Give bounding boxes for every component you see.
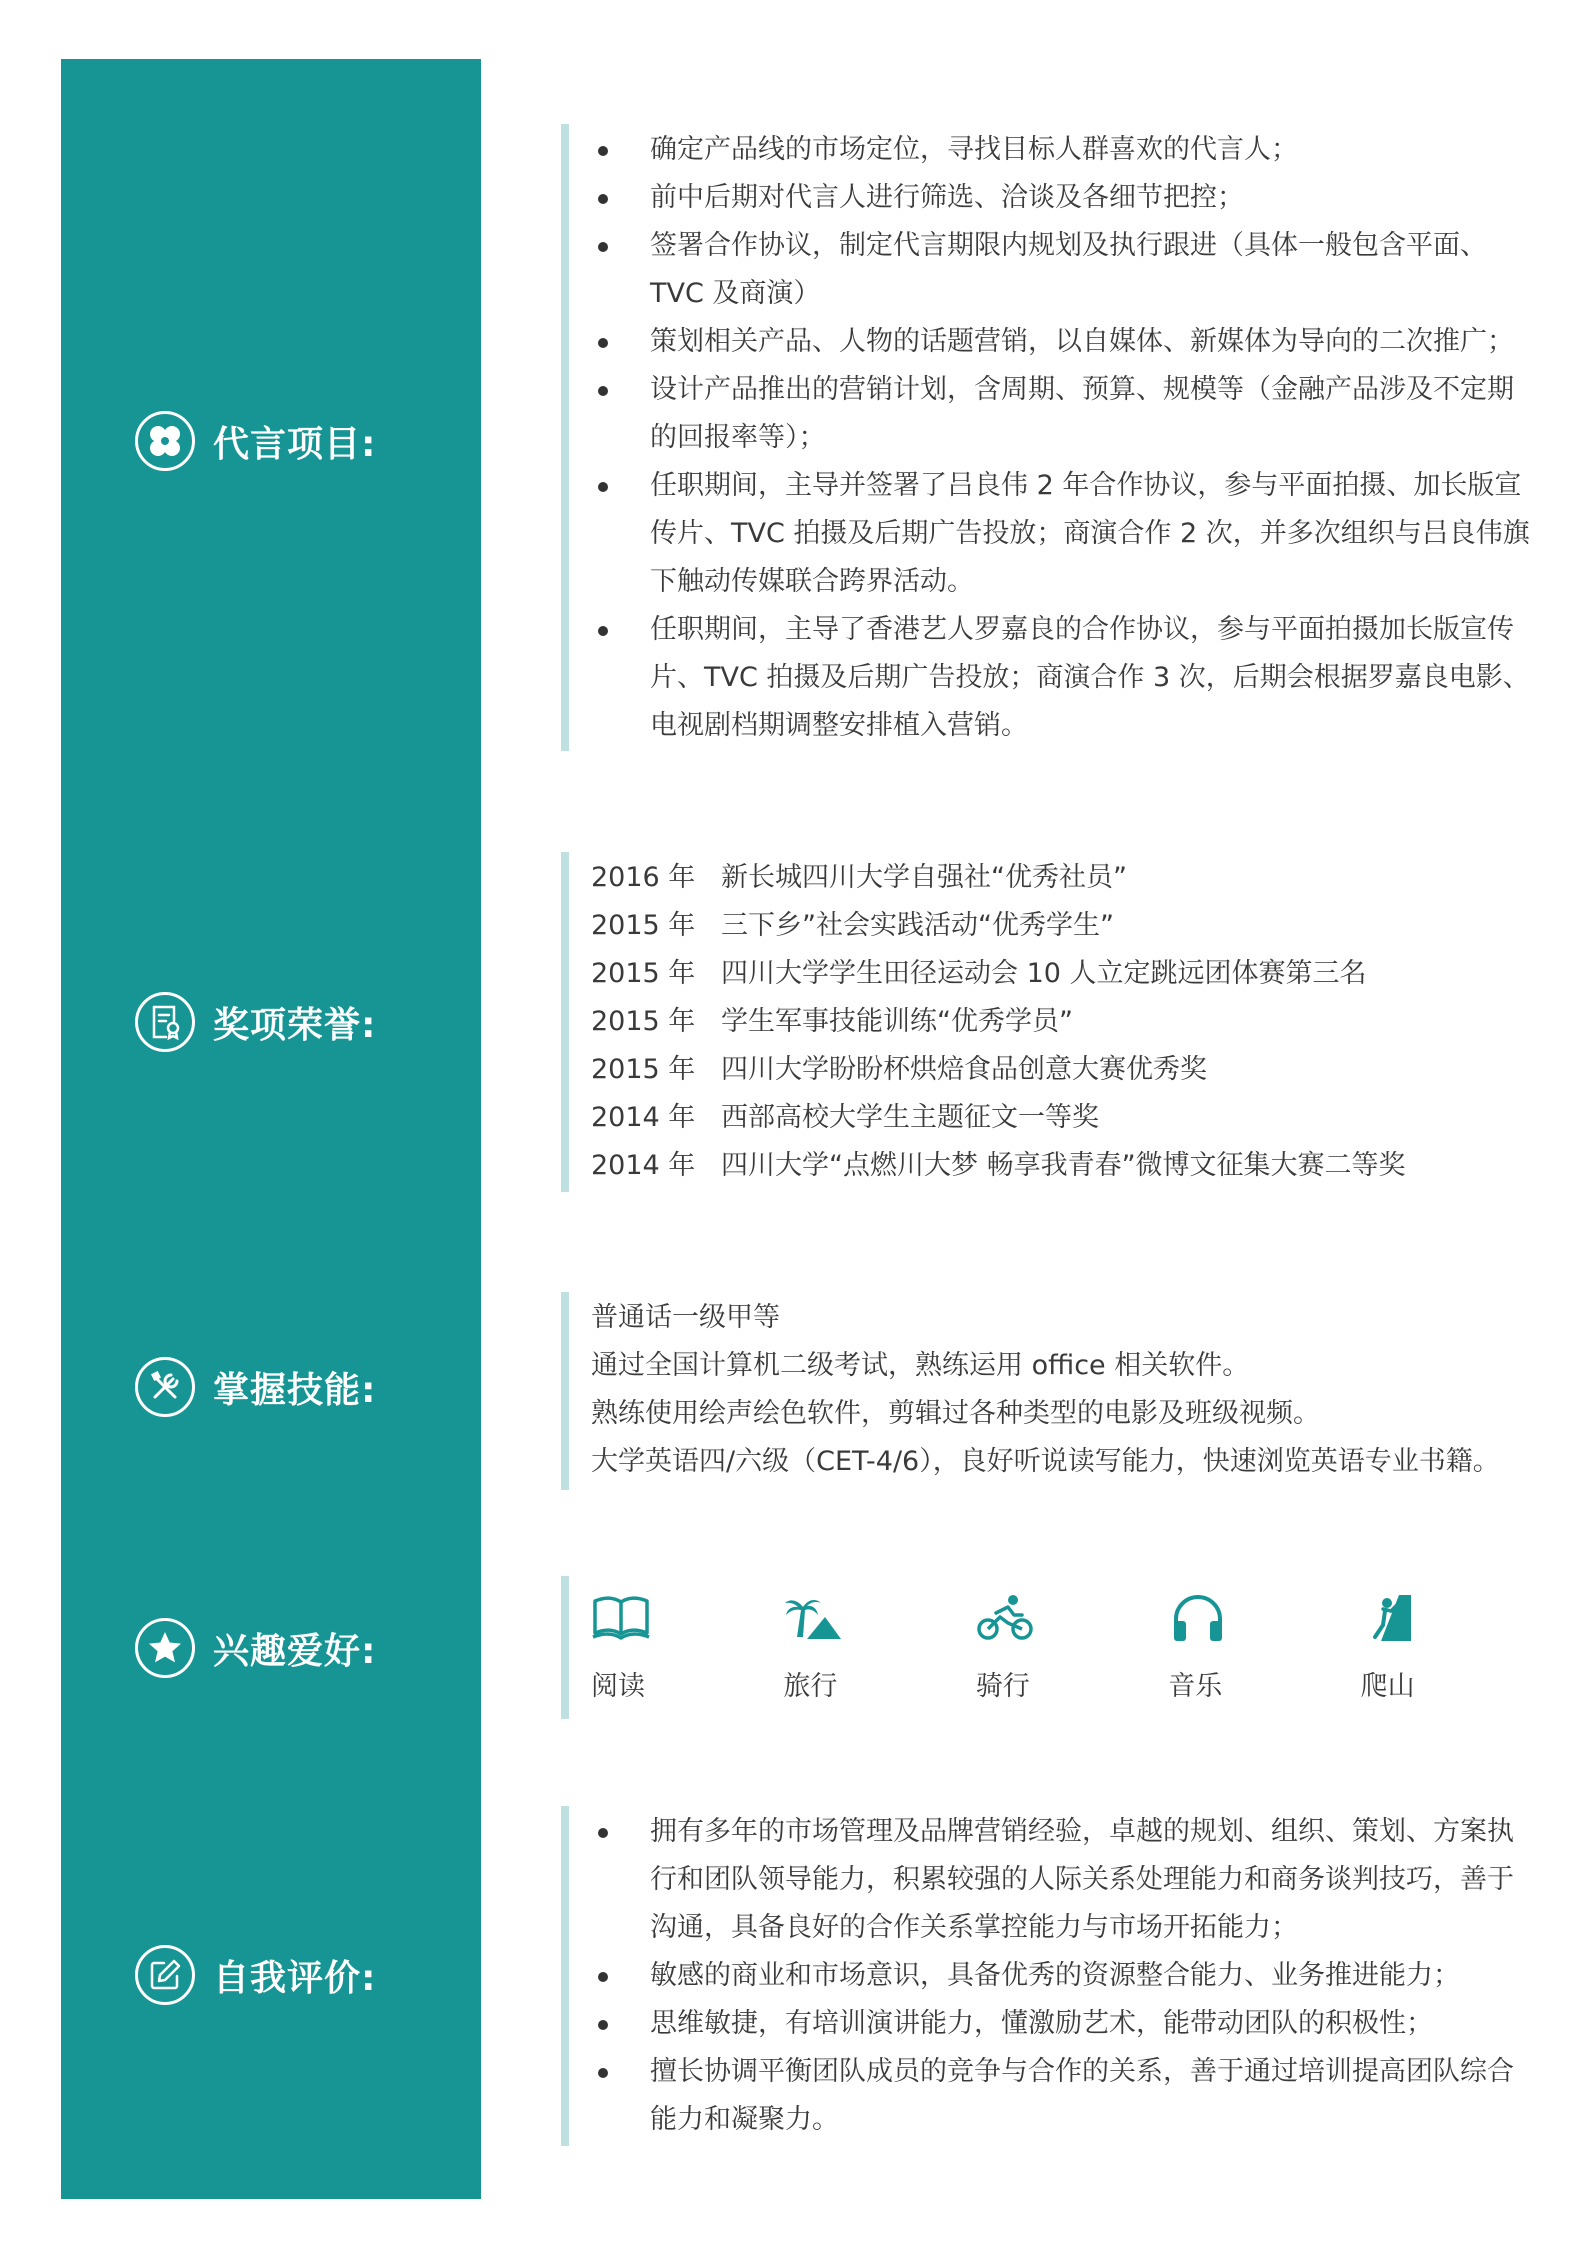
list-item: 任职期间，主导了香港艺人罗嘉良的合作协议，参与平面拍摄加长版宣传片、TVC 拍摄及后期广告投放；商演合作 3 次，后期会根据罗嘉良电影、电视剧档期调整安排植入营销。	[569, 606, 1531, 750]
hobby-item	[569, 1576, 761, 1719]
hobby-label: 骑行	[975, 1671, 1030, 1702]
award-text: 三下乡”社会实践活动“优秀学生”	[721, 910, 1114, 941]
award-year: 2016 年	[591, 862, 696, 893]
certificate-icon	[135, 992, 195, 1052]
star-icon	[135, 1618, 195, 1678]
hobby-item	[761, 1576, 953, 1719]
list-item	[569, 1094, 1531, 1142]
award-year: 2015 年	[591, 1006, 696, 1037]
skills-block	[561, 1292, 1531, 1490]
hobbies-block	[561, 1576, 1531, 1719]
list-item: 策划相关产品、人物的话题营销，以自媒体、新媒体为导向的二次推广；	[569, 318, 1531, 366]
section-title-label: 兴趣爱好:	[213, 1630, 377, 1672]
award-year: 2014 年	[591, 1150, 696, 1181]
section-title-label: 奖项荣誉:	[213, 1004, 377, 1046]
award-text: 西部高校大学生主题征文一等奖	[721, 1102, 1099, 1133]
cyclist-icon	[976, 1590, 1038, 1646]
self-eval-block	[561, 1806, 1531, 2146]
hobby-label: 音乐	[1168, 1671, 1223, 1702]
hobby-item	[954, 1576, 1146, 1719]
section-title-skills	[135, 1355, 376, 1419]
self-eval-list	[569, 1808, 1531, 2144]
edit-icon	[135, 1945, 195, 2005]
list-item: 普通话一级甲等	[591, 1302, 780, 1333]
tools-icon	[135, 1357, 195, 1417]
hobby-item	[1339, 1576, 1531, 1719]
list-item: 敏感的商业和市场意识，具备优秀的资源整合能力、业务推进能力；	[569, 1952, 1531, 2000]
award-text: 四川大学“点燃川大梦 畅享我青春”微博文征集大赛二等奖	[721, 1150, 1406, 1181]
list-item	[569, 1046, 1531, 1094]
skills-list	[569, 1294, 1531, 1486]
list-item: 大学英语四/六级（CET-4/6），良好听说读写能力，快速浏览英语专业书籍。	[591, 1446, 1500, 1477]
hobby-label: 阅读	[591, 1671, 645, 1702]
list-item	[569, 998, 1531, 1046]
section-title-self-eval	[135, 1943, 376, 2007]
section-title-awards	[135, 990, 376, 1054]
list-item: 擅长协调平衡团队成员的竞争与合作的关系，善于通过培训提高团队综合能力和凝聚力。	[569, 2048, 1531, 2144]
award-text: 四川大学盼盼杯烘焙食品创意大赛优秀奖	[721, 1054, 1207, 1085]
awards-block	[561, 852, 1531, 1192]
award-text: 四川大学学生田径运动会 10 人立定跳远团体赛第三名	[721, 958, 1367, 989]
list-item: 前中后期对代言人进行筛选、洽谈及各细节把控；	[569, 174, 1531, 222]
book-icon	[591, 1590, 653, 1646]
list-item: 确定产品线的市场定位，寻找目标人群喜欢的代言人；	[569, 126, 1531, 174]
climber-icon	[1361, 1590, 1423, 1646]
list-item: 思维敏捷，有培训演讲能力，懂激励艺术，能带动团队的积极性；	[569, 2000, 1531, 2048]
section-title-hobbies	[135, 1616, 376, 1680]
list-item: 设计产品推出的营销计划，含周期、预算、规模等（金融产品涉及不定期的回报率等）；	[569, 366, 1531, 462]
hobby-label: 爬山	[1360, 1671, 1415, 1702]
headphones-icon	[1168, 1590, 1230, 1646]
section-title-endorsement	[135, 409, 376, 473]
list-item	[569, 950, 1531, 998]
award-year: 2015 年	[591, 958, 696, 989]
section-title-label: 代言项目:	[213, 423, 377, 465]
list-item	[569, 902, 1531, 950]
hobbies-row	[569, 1576, 1531, 1719]
list-item	[569, 854, 1531, 902]
sidebar-band	[61, 59, 481, 2199]
list-item: 签署合作协议，制定代言期限内规划及执行跟进（具体一般包含平面、TVC 及商演）	[569, 222, 1531, 318]
award-text: 新长城四川大学自强社“优秀社员”	[721, 862, 1127, 893]
endorsement-block	[561, 124, 1531, 751]
award-text: 学生军事技能训练“优秀学员”	[721, 1006, 1073, 1037]
list-item: 熟练使用绘声绘色软件，剪辑过各种类型的电影及班级视频。	[591, 1398, 1320, 1429]
award-year: 2014 年	[591, 1102, 696, 1133]
hobby-label: 旅行	[783, 1671, 838, 1702]
list-item: 通过全国计算机二级考试，熟练运用 office 相关软件。	[591, 1350, 1250, 1381]
award-year: 2015 年	[591, 910, 696, 941]
endorsement-list	[569, 126, 1531, 750]
list-item: 拥有多年的市场管理及品牌营销经验，卓越的规划、组织、策划、方案执行和团队领导能力，积累较强的人际关系处理能力和商务谈判技巧，善于沟通，具备良好的合作关系掌控能力与市场开拓能力；	[569, 1808, 1531, 1952]
section-title-label: 自我评价:	[213, 1957, 377, 1999]
clover-icon	[135, 411, 195, 471]
palm-tree-icon	[783, 1590, 845, 1646]
award-year: 2015 年	[591, 1054, 696, 1085]
section-title-label: 掌握技能:	[213, 1369, 377, 1411]
list-item: 任职期间，主导并签署了吕良伟 2 年合作协议，参与平面拍摄、加长版宣传片、TVC 拍摄及后期广告投放；商演合作 2 次，并多次组织与吕良伟旗下触动传媒联合跨界活动。	[569, 462, 1531, 606]
list-item	[569, 1142, 1531, 1190]
hobby-item	[1146, 1576, 1338, 1719]
awards-list	[569, 854, 1531, 1190]
